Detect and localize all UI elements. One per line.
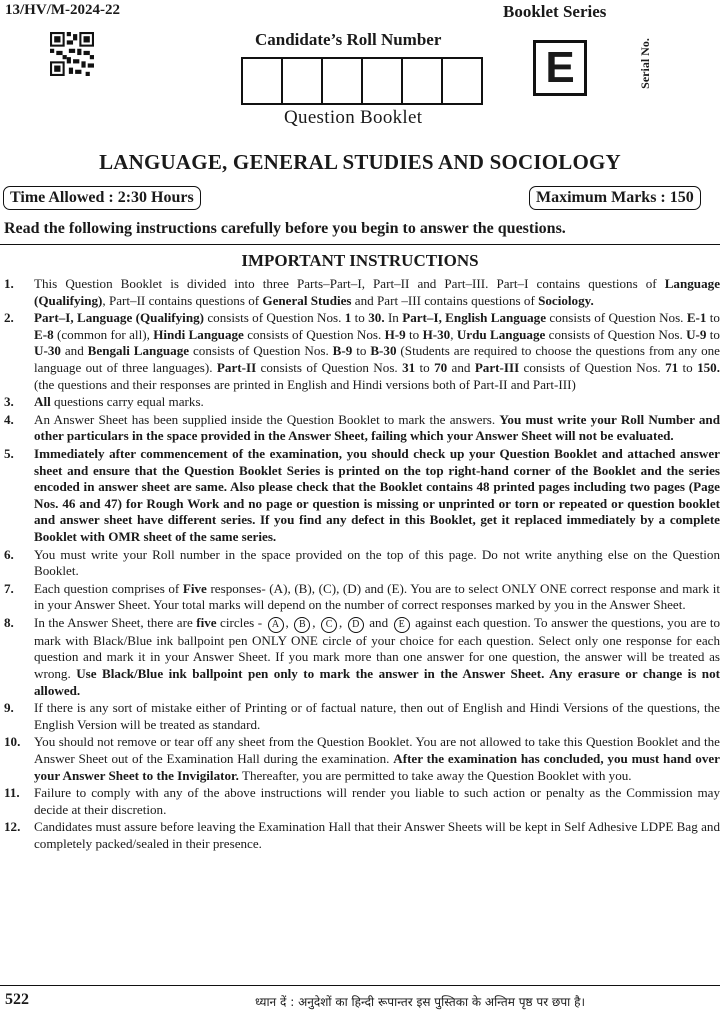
instruction-item: [0, 310, 720, 393]
qr-code: [50, 32, 94, 76]
instruction-item: [0, 446, 720, 546]
serial-no-label: Serial No.: [637, 38, 652, 89]
time-allowed-badge: Time Allowed : 2:30 Hours: [3, 186, 201, 210]
instruction-item: [0, 819, 720, 852]
question-booklet-label: Question Booklet: [284, 107, 423, 128]
read-instructions-line: Read the following instructions carefully before you begin to answer the questions.: [4, 220, 566, 237]
series-letter-box: E: [533, 40, 587, 96]
instruction-text: You must write your Roll number in the space provided on the top of this page. Do not write anything else on the Question Booklet.: [34, 546, 720, 579]
instructions-heading: IMPORTANT INSTRUCTIONS: [241, 251, 479, 270]
instruction-text: If there is any sort of mistake either of Printing or of factual nature, then out of English and Hindi Versions of the questions, the English Version will be treated as standard.: [34, 700, 720, 732]
instruction-text: Each question comprises of Five responses- (A), (B), (C), (D) and (E). You are to select ONLY ONE correct response and mark it in your Answer Sheet. Your total marks will depend on the number of correct responses marked by you in the Answer Sheet.: [34, 580, 720, 613]
instruction-item: [0, 700, 720, 733]
page-title: LANGUAGE, GENERAL STUDIES AND SOCIOLOGY: [99, 150, 621, 174]
hindi-note: ध्यान दें : अनुदेशों का हिन्दी रूपान्तर इस पुस्तिका के अन्तिम पृष्ठ पर छपा है।: [254, 995, 586, 1009]
instruction-item: [0, 276, 720, 309]
instruction-text: Candidates must assure before leaving the Examination Hall that their Answer Sheets will be kept in Self Adhesive LDPE Bag and completely packed/sealed in their presence.: [34, 819, 720, 851]
instruction-number: 2.: [4, 310, 14, 326]
instruction-number: 1.: [4, 276, 14, 291]
instruction-item: [0, 615, 720, 699]
instruction-text: In the Answer Sheet, there are five circles - A , B , C , D and E against each question. To answer the questions, you are to mark with Black/Blue ink ballpoint pen ONLY ONE circle of your choice for each question. Select only one response for each question and mark it in your Answer Sheet. If you mark more than one answer for one question, the answer will be treated as wrong. Use Black/Blue ink ballpoint pen only to mark the answer in the Answer Sheet. Any erasure or change is not allowed.: [34, 614, 720, 698]
instruction-item: [0, 412, 720, 445]
instruction-text: All questions carry equal marks.: [34, 394, 204, 410]
booklet-series-label: Booklet Series: [503, 2, 607, 21]
instruction-text: Failure to comply with any of the above instructions will render you liable to such action or penalty as the Commission may decide at their discretion.: [34, 785, 720, 817]
instruction-item: [0, 734, 720, 784]
roll-number-box[interactable]: [403, 59, 443, 103]
instruction-text: Part–I, Language (Qualifying) consists of Question Nos. 1 to 30. In Part–I, English Language consists of Question Nos. E-1 to E-8 (common for all), Hindi Language consists of Question Nos. H-9 to H-30, Urdu Language consists of Question Nos. U-9 to U-30 and Bengali Language consists of Question Nos. B-9 to B-30 (Students are required to choose the questions from any one language out of three languages). Part-II consists of Question Nos. 31 to 70 and Part-III consists of Question Nos. 71 to 150. (the questions and their responses are printed in English and Hindi versions both of Part-II and Part-III): [34, 310, 720, 392]
instruction-item: [0, 581, 720, 614]
document-code: 13/HV/M-2024-22: [5, 2, 120, 18]
instruction-number: 9.: [4, 700, 14, 716]
instruction-text: This Question Booklet is divided into three Parts–Part–I, Part–II and Part–III. Part–I contains questions of Language (Qualifying), Part–II contains questions of General Studies and Part –III contains questions of Sociology.: [34, 276, 720, 308]
divider: [0, 985, 720, 986]
instruction-number: 6.: [4, 546, 14, 562]
instruction-text: An Answer Sheet has been supplied inside the Question Booklet to mark the answers. You must write your Roll Number and other particulars in the space provided in the Answer Sheet, failing which your Answer Sheet will not be evaluated.: [34, 411, 720, 444]
roll-number-label: Candidate’s Roll Number: [255, 30, 442, 49]
roll-number-boxes[interactable]: [241, 57, 483, 105]
instruction-text: You should not remove or tear off any sheet from the Question Booklet. You are not allowed to take this Question Booklet and the Answer Sheet out of the Examination Hall during the examination. After the examination has concluded, you must hand over your Answer Sheet to the Invigilator. Thereafter, you are permitted to take away the Question Booklet with you.: [34, 734, 720, 783]
instruction-number: 5.: [4, 445, 14, 461]
maximum-marks-badge: Maximum Marks : 150: [529, 186, 701, 210]
instruction-number: 4.: [4, 411, 14, 427]
instruction-number: 8.: [4, 614, 14, 630]
roll-number-box[interactable]: [363, 59, 403, 103]
page-number: 522: [5, 991, 29, 1008]
instruction-item: [0, 785, 720, 818]
roll-number-box[interactable]: [443, 59, 481, 103]
serial-number-area: [628, 28, 698, 98]
instruction-item: [0, 394, 720, 411]
instruction-item: [0, 547, 720, 580]
instructions-list: [0, 276, 720, 854]
instruction-number: 7.: [4, 580, 14, 596]
divider: [0, 244, 720, 245]
instruction-number: 10.: [4, 734, 21, 750]
instruction-text: Immediately after commencement of the examination, you should check up your Question Booklet and attached answer sheet and ensure that the Question Booklet Series is printed on the top right-hand corner of the Booklet and the series encoded in answer sheet are same. Also please check that the Booklet contains 48 printed pages including two pages (Page Nos. 46 and 47) for Rough Work and no page or question is missing or unprinted or torn or repeated or question booklet and answer sheet have different series. If you find any defect in this Booklet, get it replaced immediately by a complete Booklet with OMR sheet of the same series.: [34, 445, 720, 544]
roll-number-box[interactable]: [283, 59, 323, 103]
instruction-number: 12.: [4, 819, 21, 835]
roll-number-box[interactable]: [323, 59, 363, 103]
instruction-number: 11.: [4, 785, 20, 801]
roll-number-box[interactable]: [243, 59, 283, 103]
instruction-number: 3.: [4, 394, 14, 410]
